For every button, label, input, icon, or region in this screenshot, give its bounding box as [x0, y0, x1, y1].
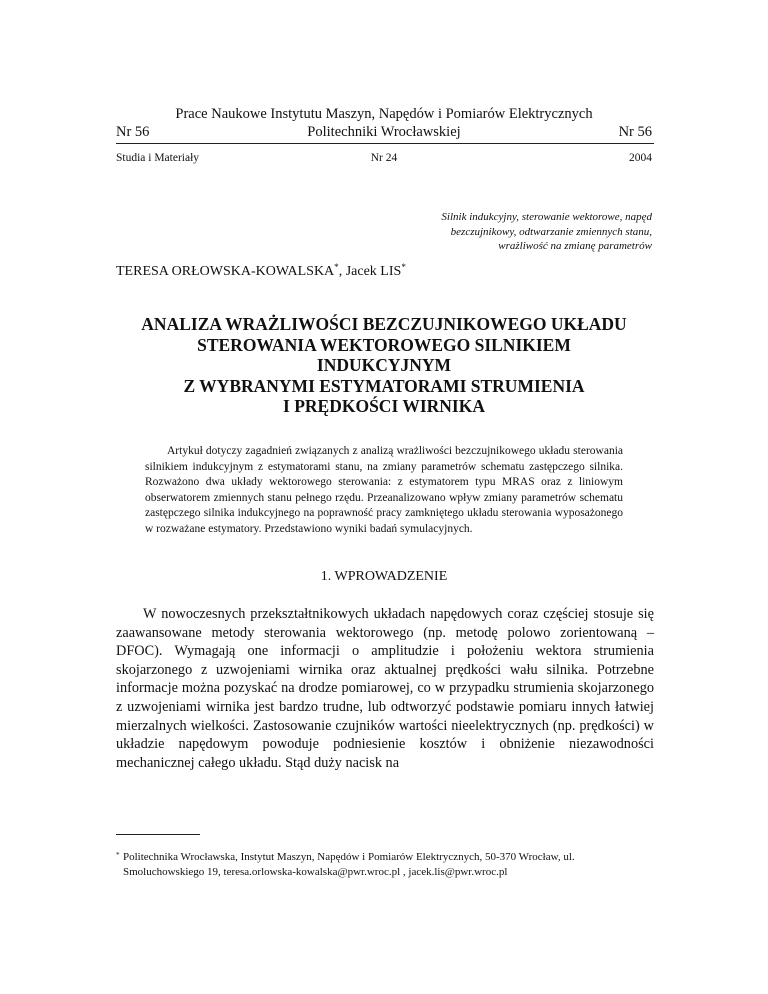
volume-number-left: Nr 56 [116, 124, 150, 140]
title-line: ANALIZA WRAŻLIWOŚCI BEZCZUJNIKOWEGO UKŁADU [141, 314, 627, 334]
series-number: Nr 24 [370, 152, 398, 164]
footnote-rule [116, 834, 200, 835]
title-line: Z WYBRANYMI ESTYMATORAMI STRUMIENIA [183, 375, 585, 396]
author-1: TERESA ORŁOWSKA-KOWALSKA [116, 264, 335, 279]
title-line: I PRĘDKOŚCI WIRNIKA [283, 396, 485, 416]
publication-year: 2004 [629, 152, 652, 164]
body-paragraph [116, 605, 654, 772]
title-line: STEROWANIA WEKTOROWEGO SILNIKIEM [197, 334, 571, 355]
authors [116, 264, 406, 280]
keywords [332, 210, 652, 254]
volume-number-right: Nr 56 [618, 124, 652, 140]
author-separator: , [338, 264, 346, 279]
keywords-line: Silnik indukcyjny, sterowanie wektorowe, napęd [441, 211, 652, 223]
title-line: INDUKCYJNYM [316, 355, 452, 375]
footnote: * Politechnika Wrocławska, Instytut Maszyn, Napędów i Pomiarów Elektrycznych, 50-370 Wrocław, ul. Smoluchowskiego 19, teresa.orlowska-kowalska@pwr.wroc.pl , jacek.lis@pwr.wroc.pl [116, 850, 656, 880]
series-name: Studia i Materiały [116, 152, 200, 164]
keywords-line: wrażliwość na zmianę parametrów [498, 240, 652, 252]
paper-title [0, 314, 768, 417]
author-2: Jacek LIS [345, 264, 402, 279]
footnote-text: Politechnika Wrocławska, Instytut Maszyn, Napędów i Pomiarów Elektrycznych, 50-370 Wrocław, ul. Smoluchowskiego 19, teresa.orlowska-kowalska@pwr.wroc.pl , jacek.lis@pwr.wroc.pl [123, 851, 575, 878]
journal-title-line2: Politechniki Wrocławskiej [307, 124, 461, 140]
author-2-affiliation-mark: * [401, 262, 406, 272]
abstract [145, 444, 623, 537]
keywords-line: bezczujnikowy, odtwarzanie zmiennych stanu, [450, 225, 652, 238]
header-rule [116, 143, 654, 144]
abstract-text: Artykuł dotyczy zagadnień związanych z analizą wrażliwości bezczujnikowego układu sterowania silnikiem indukcyjnym z estymatorami stanu, na zmiany parametrów schematu zastępczego silnika. Rozważono dwa układy wektorowego sterowania: z estymatorem typu MRAS oraz z liniowym obserwatorem zmiennych stanu pełnego rzędu. Przeanalizowano wpływ zmiany parametrów schematu zastępczego silnika indukcyjnego na poprawność pracy zamkniętego układu sterowania wyposażonego w rozważane estymatory. Przedstawiono wyniki badań symulacyjnych. [145, 445, 623, 535]
journal-title-line1: Prace Naukowe Instytutu Maszyn, Napędów i Pomiarów Elektrycznych [175, 106, 593, 122]
body-text: W nowoczesnych przekształtnikowych układach napędowych coraz częściej stosuje się zaawansowane metody sterowania wektorowego (np. metodę polowo zorientowaną – DFOC). Wymagają one informacji o amplitudzie i położeniu wektora strumienia skojarzonego z uzwojeniami wirnika oraz aktualnej prędkości wału silnika. Potrzebne informacje można pozyskać na drodze pomiarowej, co w przypadku strumienia skojarzonego z uzwojeniami wirnika jest bardzo trudne, lub odtworzyć podstawie pomiaru innych łatwiej mierzalnych wielkości. Zastosowanie czujników wartości nieelektrycznych (np. prędkości) w układzie napędowym powoduje podniesienie kosztów i obniżenie niezawodności mechanicznej całego układu. Stąd duży nacisk na [116, 606, 654, 771]
author-1-affiliation-mark: * [334, 262, 339, 272]
section-heading: 1. WPROWADZENIE [320, 569, 448, 584]
